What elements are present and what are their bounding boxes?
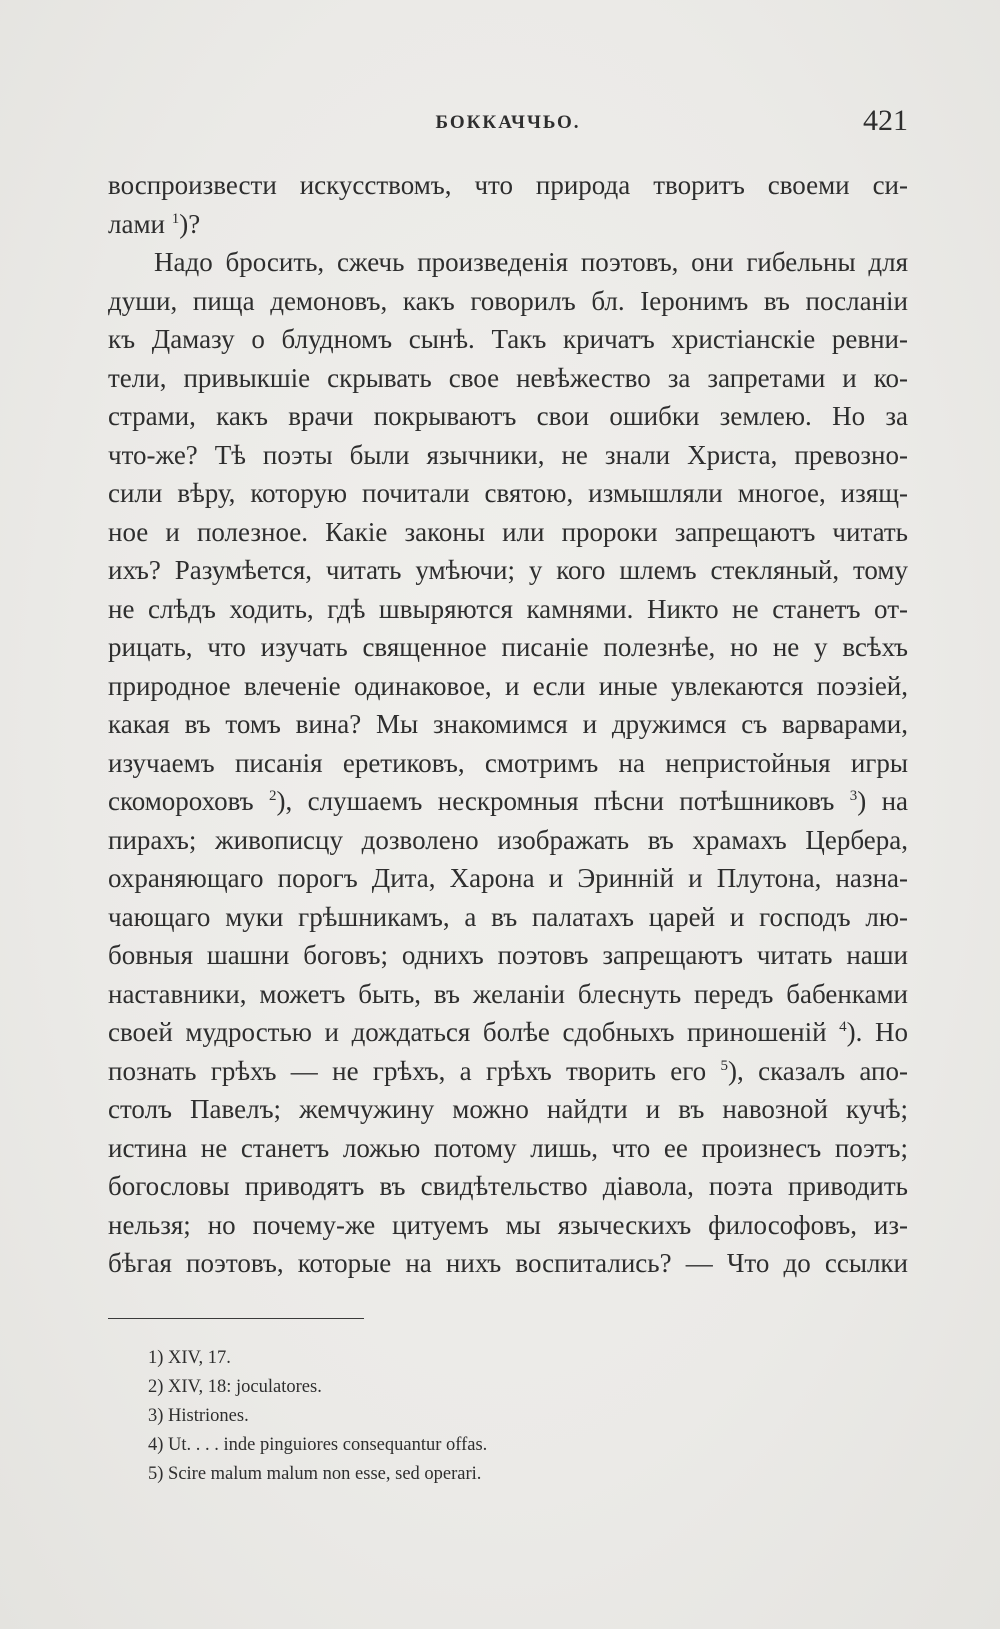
footnote-marker: 1 <box>171 210 180 227</box>
footnote-marker: 5 <box>720 1057 728 1074</box>
running-head: БОККАЧЧЬО. <box>435 112 581 133</box>
text-line: изучаемъ писанія еретиковъ, смотримъ на непристойныя игры <box>108 747 908 778</box>
text-line: Надо бросить, сжечь произведенія поэтовъ, они гибельны для <box>154 247 908 277</box>
text-line: бовныя шашни боговъ; однихъ поэтовъ запрещаютъ читать наши <box>108 940 908 970</box>
footnote: 1) XIV, 17. <box>148 1348 231 1368</box>
footnote-divider <box>108 1318 364 1319</box>
text-line: скомороховъ $^2$), слушаемъ нескромныя пѣсни потѣшниковъ $^3$) на <box>108 786 909 816</box>
text-line: нельзя; но почему-же цитуемъ мы языческихъ философовъ, из- <box>108 1209 908 1240</box>
footnote: 4) Ut. . . . inde pinguiores consequantur offas. <box>148 1435 488 1455</box>
text-line: познать грѣхъ — не грѣхъ, а грѣхъ творить его $^5$), сказалъ апо- <box>108 1055 908 1086</box>
text-line: рицать, что изучать священное писаніе полезнѣе, но не у всѣхъ <box>108 632 908 662</box>
footnote: 3) Histriones. <box>148 1406 249 1426</box>
text-line: какая въ томъ вина? Мы знакомимся и дружимся съ варварами, <box>108 709 908 739</box>
footnote: 5) Scire malum malum non esse, sed operari. <box>148 1464 482 1484</box>
text-line: души, пища демоновъ, какъ говорилъ бл. Іеронимъ въ посланіи <box>108 285 908 316</box>
text-line: воспроизвести искусствомъ, что природа творитъ своеми си- <box>108 170 908 200</box>
text-line: ихъ? Разумѣется, читать умѣючи; у кого шлемъ стекляный, тому <box>108 555 908 585</box>
text-line: лами $^1$)? <box>108 208 201 239</box>
text-line: чающаго муки грѣшникамъ, а въ палатахъ царей и господъ лю- <box>108 901 908 932</box>
text-line: что-же? Тѣ поэты были язычники, не знали Христа, превозно- <box>108 439 908 470</box>
page-header <box>108 104 908 144</box>
text-line: пирахъ; живописцу дозволено изображать въ храмахъ Цербера, <box>108 824 908 855</box>
text-line: къ Дамазу о блудномъ сынѣ. Такъ кричатъ христіанскіе ревни- <box>108 324 908 354</box>
page-number: 421 <box>863 104 908 137</box>
body-text <box>108 166 908 1283</box>
footnotes <box>148 1344 848 1489</box>
text-line: сили вѣру, которую почитали святою, измышляли многое, изящ- <box>108 478 908 508</box>
footnote-marker: 4 <box>839 1019 847 1035</box>
text-line: ное и полезное. Какіе законы или пророки запрещаютъ читать <box>108 516 908 547</box>
footnote: 2) XIV, 18: joculatores. <box>148 1377 322 1397</box>
text-line: истина не станетъ ложью потому лишь, что ее произнесъ поэтъ; <box>108 1132 908 1163</box>
text-line: наставники, можетъ быть, въ желаніи блеснуть передъ бабенками <box>108 978 908 1009</box>
text-line: своей мудростью и дождаться болѣе сдобныхъ приношеній $^4$). Но <box>108 1017 908 1047</box>
text-line: бѣгая поэтовъ, которые на нихъ воспитались? — Что до ссылки <box>108 1248 908 1278</box>
text-line: богословы приводятъ въ свидѣтельство діавола, поэта приводить <box>108 1171 908 1201</box>
text-line: тели, привыкшіе скрывать свое невѣжество за запретами и ко- <box>108 362 908 393</box>
footnote-marker: 3 <box>849 788 858 804</box>
text-line: страми, какъ врачи покрываютъ свои ошибки землею. Но за <box>108 401 908 431</box>
text-line: природное влеченіе одинаковое, и если иные увлекаются поэзіей, <box>108 670 908 701</box>
text-line: не слѣдъ ходить, гдѣ швыряются камнями. Никто не станетъ от- <box>108 593 908 624</box>
footnote-marker: 2 <box>269 788 277 804</box>
text-line: охраняющаго порогъ Дита, Харона и Эринній и Плутона, назна- <box>108 863 908 893</box>
text-line: столъ Павелъ; жемчужину можно найдти и въ навозной кучѣ; <box>108 1094 908 1124</box>
